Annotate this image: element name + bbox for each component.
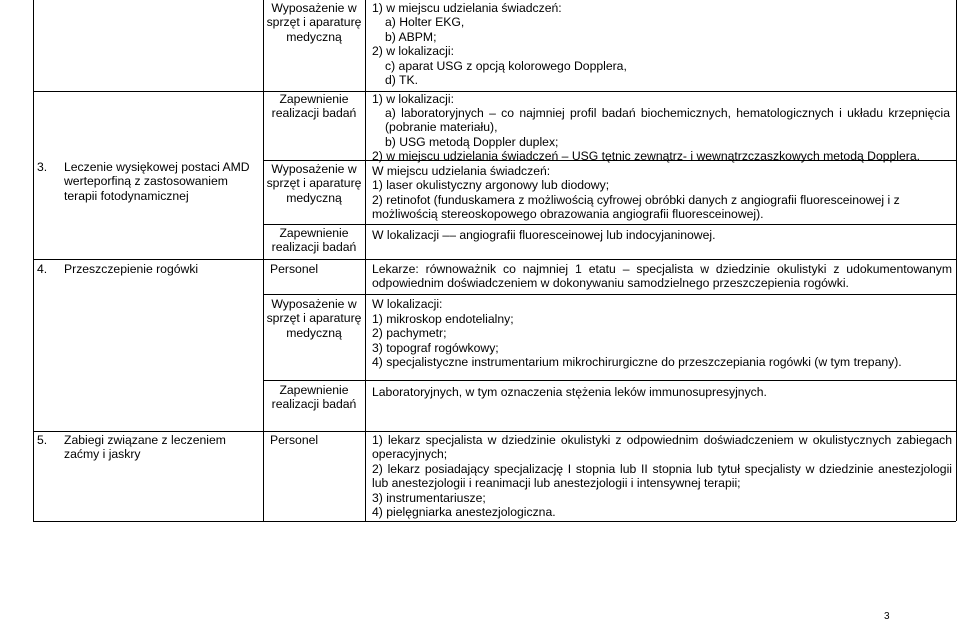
section-heading: W miejscu udzielania świadczeń: [372, 164, 551, 178]
list-item: c) aparat USG z opcją kolorowego Dopplera, [385, 59, 627, 73]
list-item: 2) retinofot (funduskamera z możliwością cyfrowej obróbki danych z angiografii fluoresceinowej i z możliwością stereoskopowego obrazowania angiografii fluoresceinowej). [372, 193, 900, 222]
procedure-title: Leczenie wysiękowej postaci AMD werteporfiną z zastosowaniem terapii fotodynamicznej [64, 160, 250, 203]
table-rule [263, 294, 956, 295]
list-item: b) ABPM; [385, 30, 437, 44]
page-number: 3 [884, 611, 890, 622]
table-rule [33, 91, 956, 92]
row-number: 4. [37, 262, 48, 276]
row-number: 5. [37, 433, 48, 447]
list-item: b) USG metodą Doppler duplex; [385, 135, 559, 149]
procedure-title: Zabiegi związane z leczeniem zaćmy i jaskry [64, 433, 226, 462]
list-item: 1) laser okulistyczny argonowy lub diodowy; [372, 178, 610, 192]
table-rule [33, 431, 956, 432]
table-rule [263, 224, 956, 225]
list-item: 3) topograf rogówkowy; [372, 341, 499, 355]
table-rule [263, 380, 956, 381]
personnel-text: Lekarze: równoważnik co najmniej 1 etatu – specjalista w dziedzinie okulistyki z udokumentowanym odpowiednim doświadczeniem w dokonywaniu samodzielnego przeszczepienia rogówki. [372, 262, 952, 291]
tests-label: Zapewnienie realizacji badań [271, 226, 357, 255]
list-item: 2) w miejscu udzielania świadczeń – USG tętnic zewnątrz- i wewnątrzczaszkowych metodą Dopplera. [372, 149, 920, 163]
personnel-label: Personel [270, 262, 319, 276]
section-heading: W lokalizacji: [372, 297, 443, 311]
tests-label: Zapewnienie realizacji badań [271, 92, 357, 121]
list-item: 1) lekarz specjalista w dziedzinie okulistyki z odpowiednim doświadczeniem w okulistycznych zabiegach operacyjnych; [372, 433, 952, 462]
procedure-title: Przeszczepienie rogówki [64, 262, 199, 276]
table-border-col3 [365, 0, 366, 521]
table-border-right [956, 0, 957, 521]
equipment-label: Wyposażenie w sprzęt i aparaturę medyczną [266, 162, 362, 205]
list-item: a) Holter EKG, [385, 15, 465, 29]
list-item: 1) mikroskop endotelialny; [372, 312, 514, 326]
list-item: 1) w lokalizacji: [372, 92, 454, 106]
list-item: 4) pielęgniarka anestezjologiczna. [372, 505, 556, 519]
list-item: d) TK. [385, 73, 418, 87]
list-item: 2) lekarz posiadający specjalizację I stopnia lub II stopnia lub tytuł specjalisty w dziedzinie anestezjologii lub anestezjologii i reanimacji lub anestezjologii i intensywnej terapii; [372, 462, 952, 491]
row-number: 3. [37, 160, 48, 174]
tests-text: Laboratoryjnych, w tym oznaczenia stężenia leków immunosupresyjnych. [372, 385, 767, 399]
list-item: 2) w lokalizacji: [372, 44, 454, 58]
table-border-left [33, 0, 34, 521]
table-border-bottom [33, 521, 956, 522]
table-border-col2 [263, 0, 264, 521]
list-item: a) laboratoryjnych – co najmniej profil badań biochemicznych, hematologicznych i układu krzepnięcia (pobranie materiału), [385, 106, 950, 135]
personnel-label: Personel [270, 433, 319, 447]
list-item: 2) pachymetr; [372, 326, 447, 340]
list-item: 3) instrumentariusze; [372, 491, 486, 505]
equipment-label: Wyposażenie w sprzęt i aparaturę medyczną [266, 1, 362, 44]
table-rule [33, 259, 956, 260]
equipment-label: Wyposażenie w sprzęt i aparaturę medyczną [266, 297, 362, 340]
tests-label: Zapewnienie realizacji badań [271, 383, 357, 412]
list-item: 4) specjalistyczne instrumentarium mikrochirurgiczne do przeszczepiania rogówki (w tym trepany). [372, 355, 902, 369]
list-item: 1) w miejscu udzielania świadczeń: [372, 1, 562, 15]
tests-text: W lokalizacji –– angiografii fluoresceinowej lub indocyjaninowej. [372, 228, 716, 242]
